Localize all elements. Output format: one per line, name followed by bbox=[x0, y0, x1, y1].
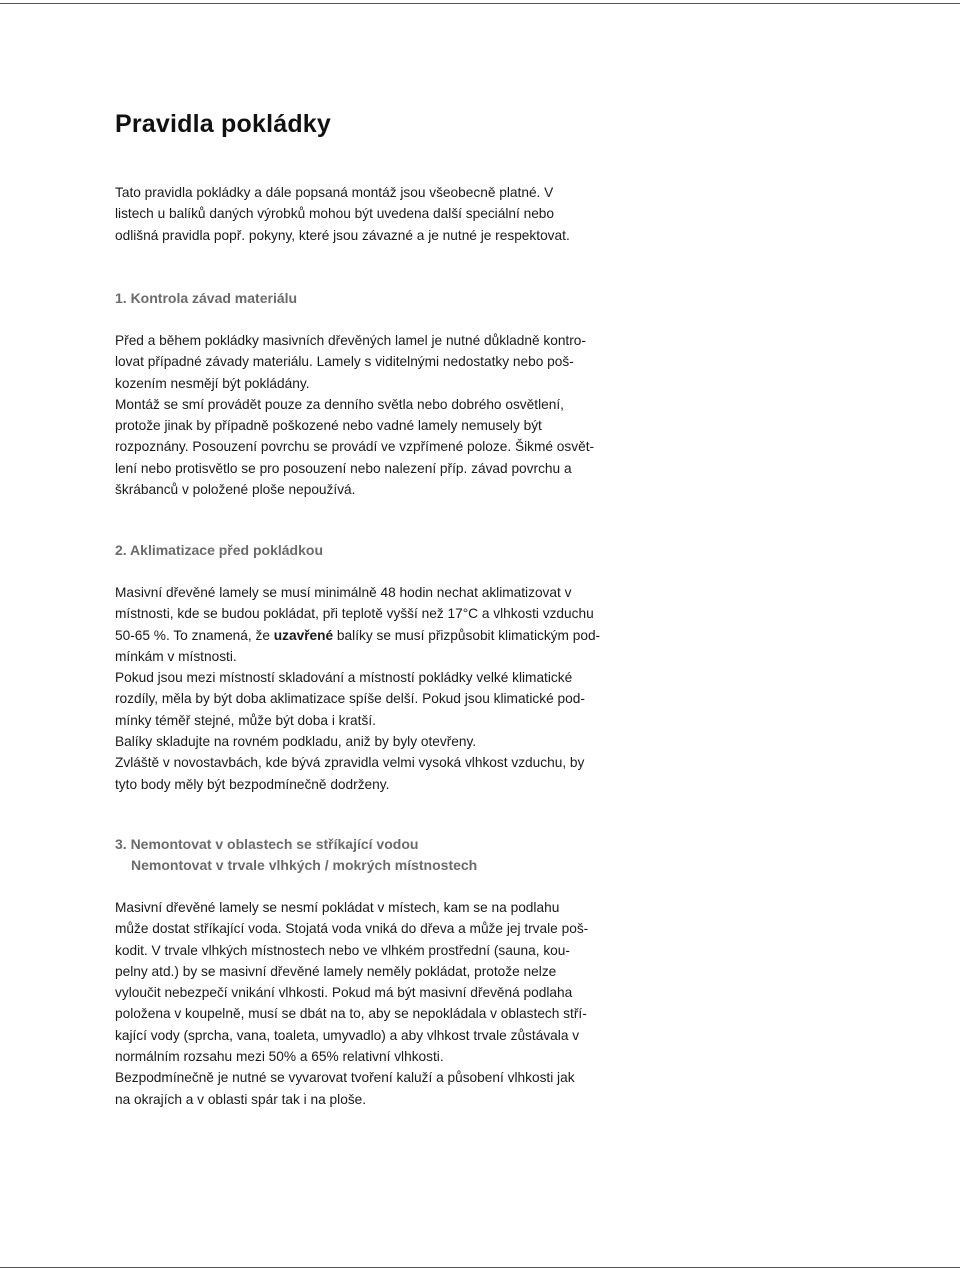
text-line: mínkám v místnosti. bbox=[115, 648, 237, 664]
text-line: lení nebo protisvětlo se pro posouzení nebo nalezení příp. závad povrchu a bbox=[115, 460, 572, 476]
bottom-rule bbox=[0, 1267, 960, 1268]
text-line: normálním rozsahu mezi 50% a 65% relativní vlhkosti. bbox=[115, 1049, 444, 1065]
text-line: Tato pravidla pokládky a dále popsaná montáž jsou všeobecně platné. V bbox=[115, 185, 554, 200]
text-line bbox=[115, 625, 625, 646]
text-line: na okrajích a v oblasti spár tak i na ploše. bbox=[115, 1091, 367, 1107]
text-line: kající vody (sprcha, vana, toaleta, umyvadlo) a aby vlhkost trvale zůstávala v bbox=[115, 1027, 580, 1043]
text-line: pelny atd.) by se masivní dřevěné lamely neměly pokládat, protože nelze bbox=[115, 963, 557, 979]
section-2-body bbox=[115, 582, 625, 795]
text-line: lovat případné závady materiálu. Lamely s viditelnými nedostatky nebo poš- bbox=[115, 354, 574, 370]
text-line: listech u balíků daných výrobků mohou být uvedena další speciální nebo bbox=[115, 206, 555, 222]
text-line: Balíky skladujte na rovném podkladu, aniž by byly otevřeny. bbox=[115, 734, 477, 750]
text-line: Bezpodmínečně je nutné se vyvarovat tvoření kaluží a působení vlhkosti jak bbox=[115, 1070, 575, 1086]
text-line: místnosti, kde se budou pokládat, při teplotě vyšší než 17°C a vlhkosti vzduchu bbox=[115, 606, 594, 622]
text-line: může dostat stříkající voda. Stojatá voda vniká do dřeva a může jej trvale poš- bbox=[115, 921, 589, 937]
text-line: Pokud jsou mezi místností skladování a místností pokládky velké klimatické bbox=[115, 670, 573, 686]
text-line: kodit. V trvale vlhkých místnostech nebo ve vlhkém prostřední (sauna, kou- bbox=[115, 942, 570, 958]
text-line: mínky téměř stejné, může být doba i kratší. bbox=[115, 712, 376, 728]
text-line: odlišná pravidla popř. pokyny, které jsou závazné a je nutné je respektovat. bbox=[115, 227, 570, 243]
text-line: tyto body měly být bezpodmínečně dodrženy. bbox=[115, 776, 390, 792]
section-3-heading-line-1: 3. Nemontovat v oblastech se stříkající vodou bbox=[115, 836, 419, 852]
section-3-body bbox=[115, 897, 625, 1110]
text-run: 50-65 %. To znamená, že bbox=[115, 627, 274, 643]
text-line: Před a během pokládky masivních dřevěných lamel je nutné důkladně kontro- bbox=[115, 333, 586, 348]
text-line: rozdíly, měla by být doba aklimatizace spíše delší. Pokud jsou klimatické pod- bbox=[115, 691, 585, 707]
section-3-heading bbox=[115, 834, 477, 877]
text-line: rozpoznány. Posouzení povrchu se provádí ve vzpřímené poloze. Šikmé osvět- bbox=[115, 439, 595, 455]
text-line: položena v koupelně, musí se dbát na to, aby se nepokládala v oblastech stří- bbox=[115, 1006, 587, 1022]
section-1-body bbox=[115, 330, 625, 500]
section-3-heading-line-2: Nemontovat v trvale vlhkých / mokrých místnostech bbox=[131, 857, 478, 874]
text-line: škrábanců v položené ploše nepoužívá. bbox=[115, 482, 356, 498]
text-line: kozením nesmějí být pokládány. bbox=[115, 375, 310, 391]
section-2-heading: 2. Aklimatizace před pokládkou bbox=[115, 542, 323, 558]
text-line: vyloučit nebezpečí vnikání vlhkosti. Pokud má být masivní dřevěná podlaha bbox=[115, 985, 573, 1001]
text-line: Masivní dřevěné lamely se musí minimálně 48 hodin nechat aklimatizovat v bbox=[115, 585, 572, 600]
intro-paragraph bbox=[115, 182, 625, 246]
text-run: balíky se musí přizpůsobit klimatickým pod- bbox=[333, 627, 601, 643]
emphasis-uzavrene: uzavřené bbox=[273, 627, 334, 643]
page-title: Pravidla pokládky bbox=[115, 110, 331, 138]
text-line: Masivní dřevěné lamely se nesmí pokládat v místech, kam se na podlahu bbox=[115, 900, 560, 915]
text-line: Zvláště v novostavbách, kde bývá zpravidla velmi vysoká vlhkost vzduchu, by bbox=[115, 755, 585, 771]
section-1-heading: 1. Kontrola závad materiálu bbox=[115, 290, 298, 306]
text-line: Montáž se smí provádět pouze za denního světla nebo dobrého osvětlení, bbox=[115, 396, 564, 412]
text-line: protože jinak by případně poškozené nebo vadné lamely nemusely být bbox=[115, 418, 542, 434]
top-rule bbox=[0, 3, 960, 4]
